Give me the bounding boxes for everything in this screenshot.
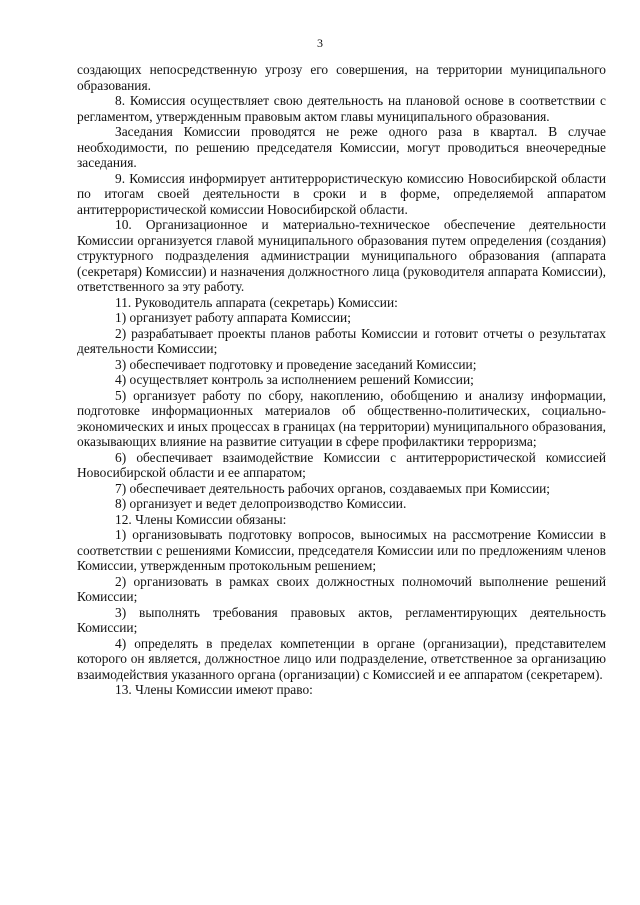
list-item: 2) разрабатывает проекты планов работы Комиссии и готовит отчеты о результатах деятельности Комиссии;: [77, 325, 606, 356]
list-item: 3) обеспечивает подготовку и проведение заседаний Комиссии;: [115, 356, 477, 372]
paragraph: 10. Организационное и материально-техническое обеспечение деятельности Комиссии организуется главой муниципального образования путем определения (создания) структурного подразделения администрации муниципального образования (аппарата (секретаря) Комиссии) и назначения должностного лица (руководителя аппарата Комиссии), ответственного за эту работу.: [77, 217, 606, 294]
page-number: 3: [317, 36, 323, 50]
paragraph: 13. Члены Комиссии имеют право:: [115, 682, 313, 697]
document-body: [77, 62, 606, 698]
list-item: 1) организовывать подготовку вопросов, выносимых на рассмотрение Комиссии в соответствии с решениями Комиссии, председателя Комиссии или по предложениям членов Комиссии, утвержденным протокольным решением;: [77, 527, 606, 573]
paragraph: Заседания Комиссии проводятся не реже одного раза в квартал. В случае необходимости, по решению председателя Комиссии, могут проводиться внеочередные заседания.: [77, 124, 606, 170]
list-item: 4) определять в пределах компетенции в органе (организации), представителем которого он является, должностное лицо или подразделение, ответственное за организацию взаимодействия указанного органа (организации) с Комиссией и ее аппаратом (секретарем).: [77, 635, 606, 682]
list-item: 2) организовать в рамках своих должностных полномочий выполнение решений Комиссии;: [77, 573, 606, 604]
paragraph: создающих непосредственную угрозу его совершения, на территории муниципального образования.: [77, 62, 606, 93]
list-item: 3) выполнять требования правовых актов, регламентирующих деятельность Комиссии;: [77, 604, 606, 635]
list-item: 6) обеспечивает взаимодействие Комиссии с антитеррористической комиссией Новосибирской области и ее аппаратом;: [77, 449, 606, 480]
list-item: 5) организует работу по сбору, накоплению, обобщению и анализу информации, подготовке информационных материалов об общественно-политических, социально-экономических и иных процессах в границах (на территории) муниципального образования, оказывающих влияние на развитие ситуации в сфере профилактики терроризма;: [77, 387, 606, 449]
list-item: 7) обеспечивает деятельность рабочих органов, создаваемых при Комиссии;: [115, 480, 551, 496]
paragraph: 8. Комиссия осуществляет свою деятельность на плановой основе в соответствии с регламентом, утвержденным правовым актом главы муниципального образования.: [77, 93, 606, 124]
list-item: 8) организует и ведет делопроизводство Комиссии.: [115, 496, 407, 511]
paragraph: 12. Члены Комиссии обязаны:: [115, 511, 287, 527]
paragraph: 9. Комиссия информирует антитеррористическую комиссию Новосибирской области по итогам своей деятельности в сроки и в форме, определяемой аппаратом антитеррористической комиссии Новосибирской области.: [77, 170, 606, 217]
paragraph: 11. Руководитель аппарата (секретарь) Комиссии:: [115, 294, 398, 310]
list-item: 1) организует работу аппарата Комиссии;: [115, 310, 351, 325]
list-item: 4) осуществляет контроль за исполнением решений Комиссии;: [115, 372, 474, 387]
